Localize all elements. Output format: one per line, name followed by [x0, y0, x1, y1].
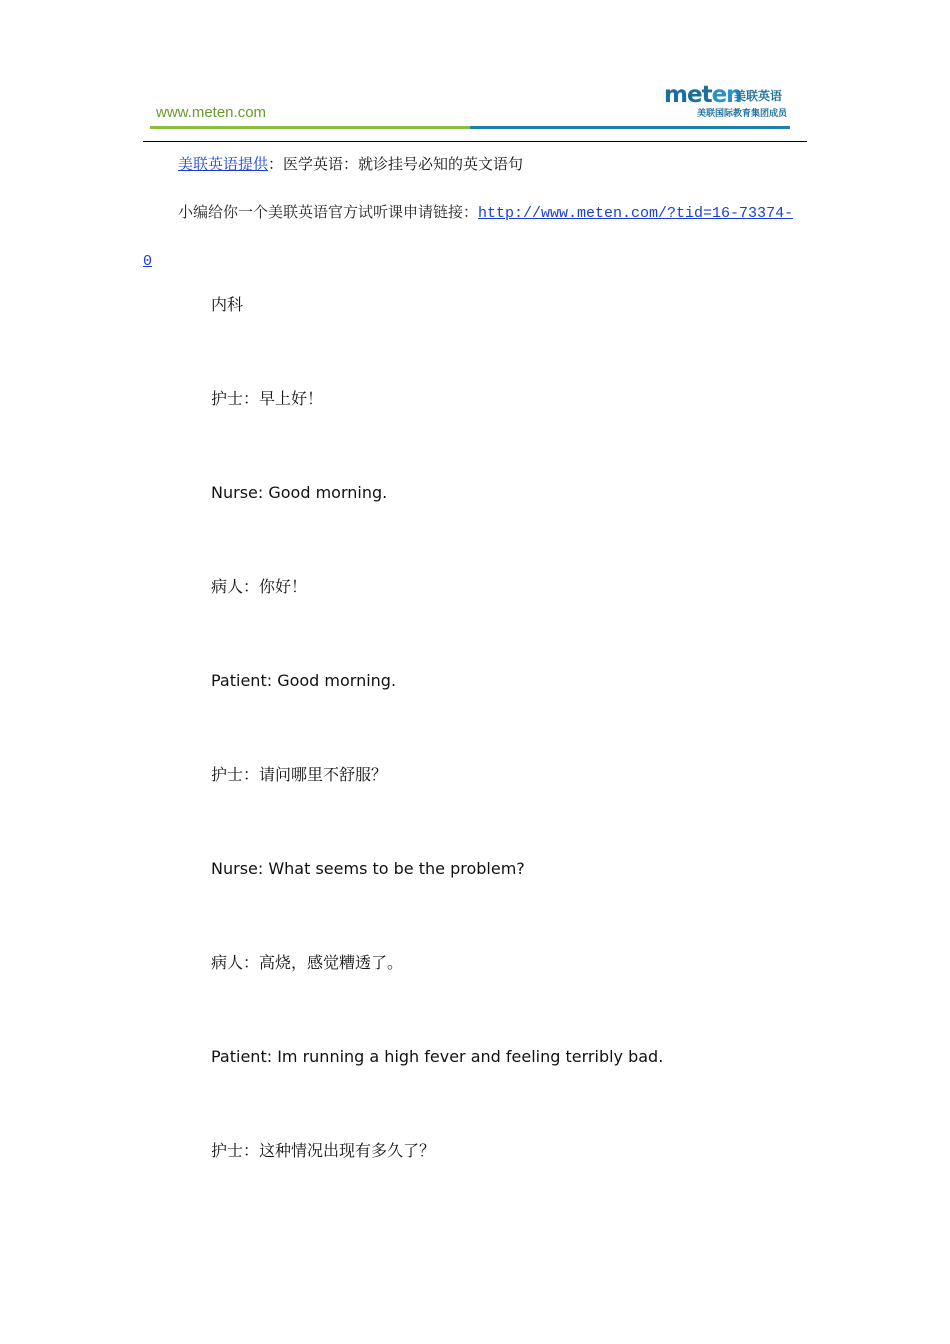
header-rule-blue	[470, 126, 790, 129]
intro-line	[178, 153, 523, 175]
dialogue-line: 护士：请问哪里不舒服？	[211, 765, 388, 784]
logo-wordmark	[664, 82, 742, 108]
trial-link-continued[interactable]: 0	[143, 253, 153, 270]
header-divider	[143, 141, 807, 142]
dialogue-line: 护士：这种情况出现有多久了？	[211, 1141, 436, 1160]
dialogue-line: 护士：早上好！	[211, 389, 324, 408]
dialogue-line: Nurse: What seems to be the problem?	[211, 859, 525, 878]
logo-wordmark-met: met	[664, 82, 712, 108]
meten-logo	[664, 82, 788, 122]
logo-wordmark-en: en	[711, 82, 742, 108]
header-rule-green	[150, 126, 470, 129]
logo-subtitle: 美联国际教育集团成员	[697, 109, 788, 119]
logo-chinese-name: 美联英语	[734, 89, 783, 103]
trial-line	[178, 201, 793, 225]
header-site-url: www.meten.com	[156, 104, 267, 121]
dialogue-line: 病人：你好！	[211, 577, 308, 596]
article-title: ：医学英语：就诊挂号必知的英文语句	[268, 155, 524, 173]
dialogue-line: 病人：高烧，感觉糟透了。	[211, 953, 404, 972]
trial-prefix: 小编给你一个美联英语官方试听课申请链接：	[178, 203, 479, 221]
dialogue-line: Patient: Good morning.	[211, 671, 397, 690]
meten-provider-link[interactable]: 美联英语提供	[178, 155, 269, 173]
dialogue-line: Patient: Im running a high fever and feeling terribly bad.	[211, 1047, 664, 1066]
trial-link[interactable]: http://www.meten.com/?tid=16-73374-	[478, 205, 794, 222]
dialogue-line: Nurse: Good morning.	[211, 483, 388, 502]
section-heading: 内科	[211, 295, 244, 314]
